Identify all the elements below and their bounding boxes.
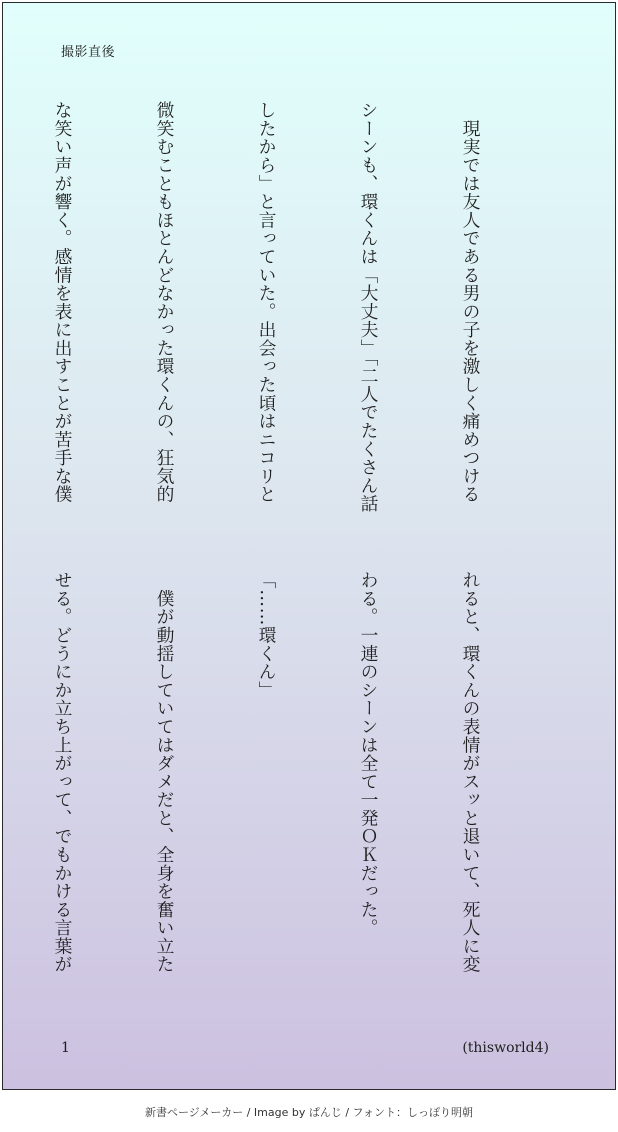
text-block-bottom <box>52 571 555 1003</box>
text-line: わる。一連のシーンは全て一発ＯＫだった。 <box>358 571 379 937</box>
chapter-title: 撮影直後 <box>61 45 116 60</box>
text-line: れると、環くんの表情がスッと退いて、死人に変 <box>460 571 481 974</box>
text-line: 微笑むこともほとんどなかった環くんの、狂気的 <box>154 101 175 504</box>
book-page <box>2 2 616 1090</box>
text-line: 僕が動揺していてはダメだと、全身を奮い立た <box>154 571 175 974</box>
page-identifier: (thisworld4) <box>462 1040 549 1056</box>
page-number: 1 <box>61 1040 70 1056</box>
text-line: 現実では友人である男の子を激しく痛めつける <box>460 101 481 504</box>
text-line: したから」と言っていた。出会った頃はニコリと <box>256 101 277 504</box>
text-line: シーンも、環くんは「大丈夫」「二人でたくさん話 <box>358 101 379 513</box>
text-line: せる。どうにか立ち上がって、でもかける言葉が <box>52 571 73 974</box>
text-block-top <box>52 101 555 533</box>
text-line: 「……環くん」 <box>256 571 277 700</box>
text-line: な笑い声が響く。感情を表に出すことが苦手な僕 <box>52 101 73 504</box>
credit-line: 新書ページメーカー / Image by ぱんじ / フォント：しっぽり明朝 <box>144 1106 473 1119</box>
